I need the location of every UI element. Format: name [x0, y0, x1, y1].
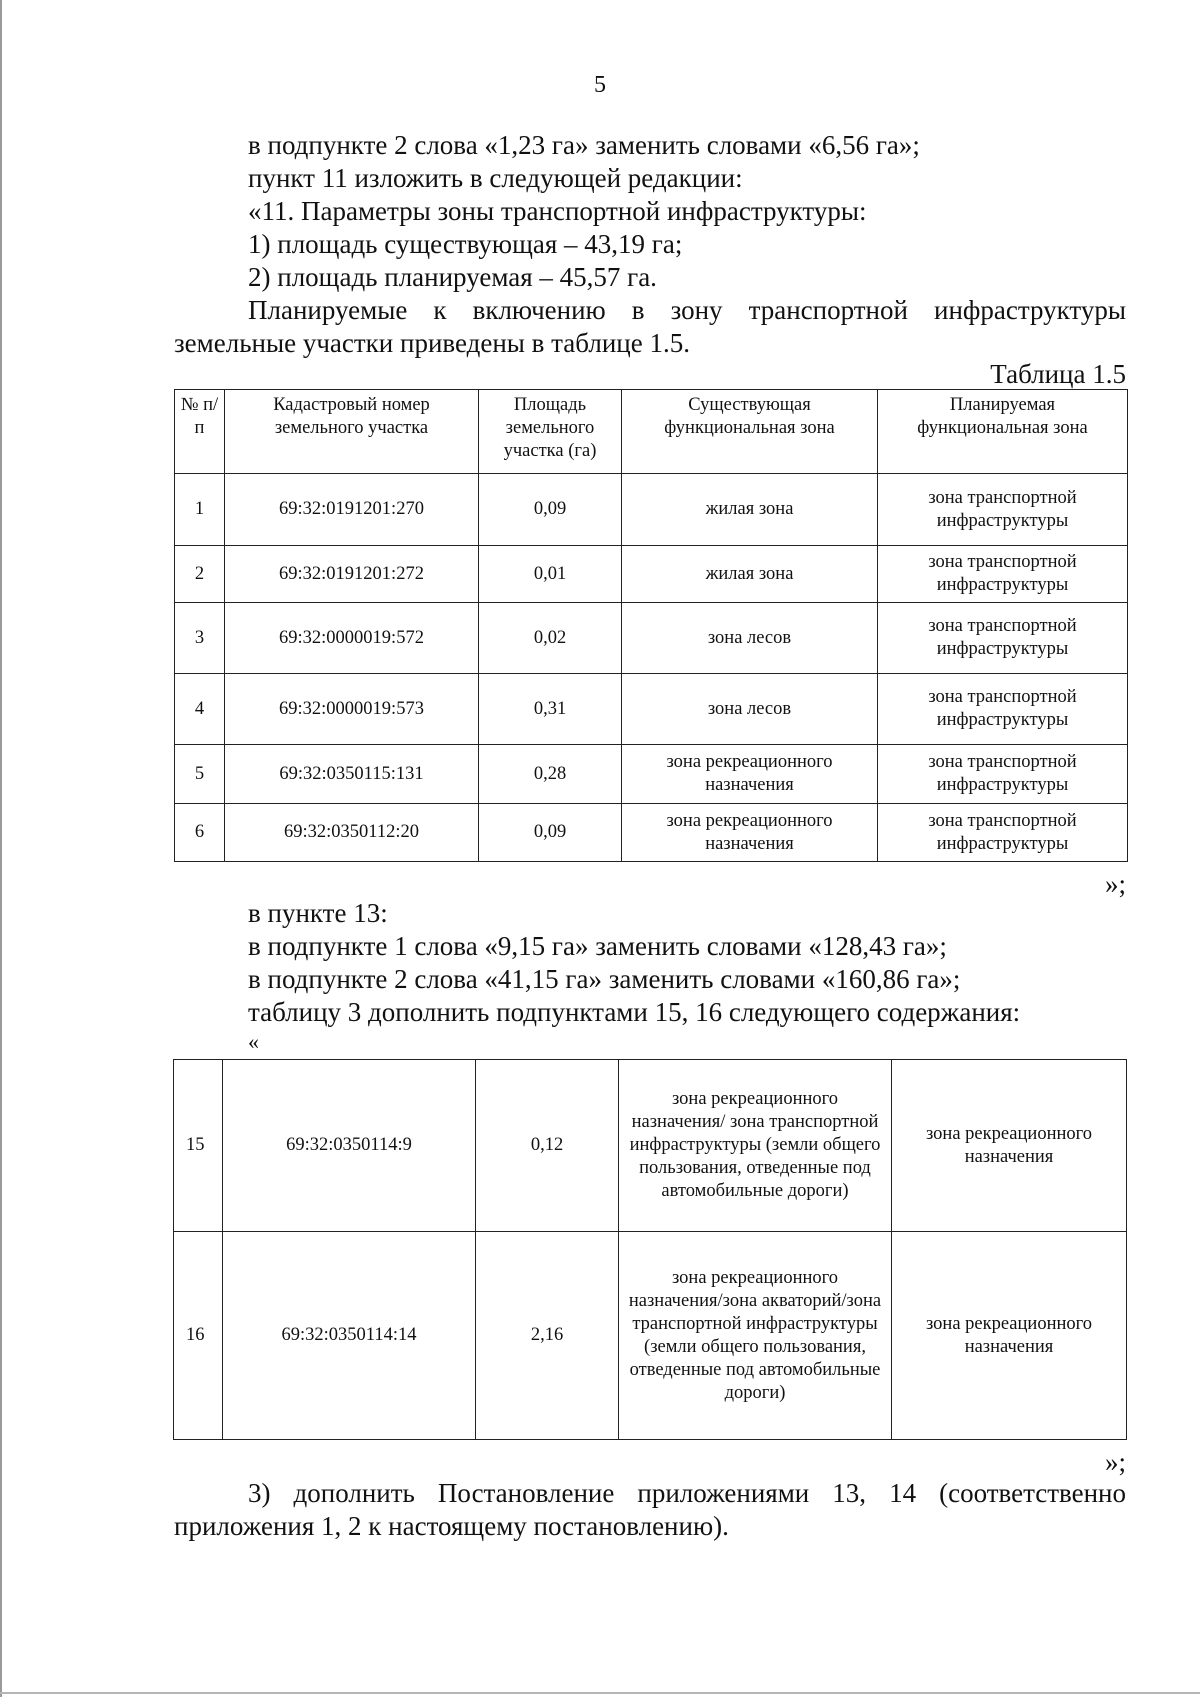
text-line: «11. Параметры зоны транспортной инфраструктуры: — [248, 196, 867, 226]
text-line: 1) площадь существующая – 43,19 га; — [248, 229, 683, 259]
closing-quote: »; — [1104, 1447, 1126, 1477]
text-line: таблицу 3 дополнить подпунктами 15, 16 следующего содержания: — [248, 997, 1021, 1027]
table-cell: 69:32:0191201:270 — [225, 474, 479, 546]
table-cell: 1 — [175, 474, 225, 546]
text-line: в подпункте 2 слова «41,15 га» заменить словами «160,86 га»; — [248, 964, 961, 994]
text-line: 2) площадь планируемая – 45,57 га. — [248, 262, 657, 292]
table-cell: зона рекреационного назначения/зона акваторий/зона транспортной инфраструктуры (земли общего пользования, отведенные под автомобильные дороги) — [619, 1232, 892, 1440]
scan-edge-left — [0, 0, 2, 1697]
table-cell: 0,12 — [476, 1060, 619, 1232]
paragraph: 3) дополнить Постановление приложениями 13, 14 (соответственно приложения 1, 2 к настоящему постановлению). — [174, 1478, 1126, 1541]
table-cell: зона рекреационного назначения/ зона транспортной инфраструктуры (земли общего пользования, отведенные под автомобильные дороги) — [619, 1060, 892, 1232]
table-row — [175, 674, 1128, 745]
table-cell: 6 — [175, 804, 225, 862]
text-line: в подпункте 2 слова «1,23 га» заменить словами «6,56 га»; — [248, 130, 920, 160]
table-cell: 0,09 — [479, 804, 622, 862]
table-cell: 16 — [174, 1232, 223, 1440]
header-cell: Кадастровый номер земельного участка — [225, 390, 479, 474]
table-cell: 69:32:0350115:131 — [225, 745, 479, 804]
table-cell: зона транспортной инфраструктуры — [878, 474, 1128, 546]
table-cell: 0,28 — [479, 745, 622, 804]
text-line: в пункте 13: — [248, 898, 388, 928]
table-cell: зона рекреационного назначения — [892, 1060, 1127, 1232]
table-cell: зона лесов — [622, 603, 878, 674]
table-cell: зона транспортной инфраструктуры — [878, 674, 1128, 745]
table-cell: 0,31 — [479, 674, 622, 745]
paragraph: Планируемые к включению в зону транспортной инфраструктуры земельные участки приведены в таблице 1.5. — [174, 295, 1126, 358]
page-number: 5 — [594, 72, 606, 98]
table-row — [174, 1060, 1127, 1232]
scan-edge-bottom — [0, 1692, 1200, 1694]
table-cell: 5 — [175, 745, 225, 804]
table-cell: зона рекреационного назначения — [622, 745, 878, 804]
table-cell: 69:32:0000019:572 — [225, 603, 479, 674]
table-cell: зона транспортной инфраструктуры — [878, 603, 1128, 674]
table-cell: 0,01 — [479, 546, 622, 603]
table-cell: зона лесов — [622, 674, 878, 745]
table-cell: зона транспортной инфраструктуры — [878, 745, 1128, 804]
header-cell: Существующая функциональная зона — [622, 390, 878, 474]
additions-table — [173, 1059, 1127, 1440]
closing-quote: »; — [1104, 869, 1126, 899]
table-cell: 3 — [175, 603, 225, 674]
table-cell: зона рекреационного назначения — [622, 804, 878, 862]
table-row — [175, 603, 1128, 674]
table-cell: жилая зона — [622, 474, 878, 546]
table-cell: 69:32:0000019:573 — [225, 674, 479, 745]
table-cell: 2,16 — [476, 1232, 619, 1440]
table-cell: 0,02 — [479, 603, 622, 674]
table-cell: 15 — [174, 1060, 223, 1232]
table-cell: 69:32:0191201:272 — [225, 546, 479, 603]
table-cell: 0,09 — [479, 474, 622, 546]
text-line: пункт 11 изложить в следующей редакции: — [248, 163, 743, 193]
header-cell: № п/п — [175, 390, 225, 474]
zones-table — [174, 389, 1128, 862]
text-line: в подпункте 1 слова «9,15 га» заменить словами «128,43 га»; — [248, 931, 947, 961]
table-caption: Таблица 1.5 — [990, 359, 1126, 389]
header-cell: Площадь земельного участка (га) — [479, 390, 622, 474]
table-cell: зона рекреационного назначения — [892, 1232, 1127, 1440]
opening-quote: « — [248, 1029, 259, 1054]
table-row — [175, 546, 1128, 603]
header-cell: Планируемая функциональная зона — [878, 390, 1128, 474]
table-cell: зона транспортной инфраструктуры — [878, 804, 1128, 862]
table-row — [175, 474, 1128, 546]
table-cell: 69:32:0350114:9 — [223, 1060, 476, 1232]
table-cell: 4 — [175, 674, 225, 745]
table-cell: зона транспортной инфраструктуры — [878, 546, 1128, 603]
table-row — [175, 745, 1128, 804]
table-row — [175, 804, 1128, 862]
table-cell: 2 — [175, 546, 225, 603]
table-row — [174, 1232, 1127, 1440]
table-cell: жилая зона — [622, 546, 878, 603]
table-cell: 69:32:0350112:20 — [225, 804, 479, 862]
table-cell: 69:32:0350114:14 — [223, 1232, 476, 1440]
